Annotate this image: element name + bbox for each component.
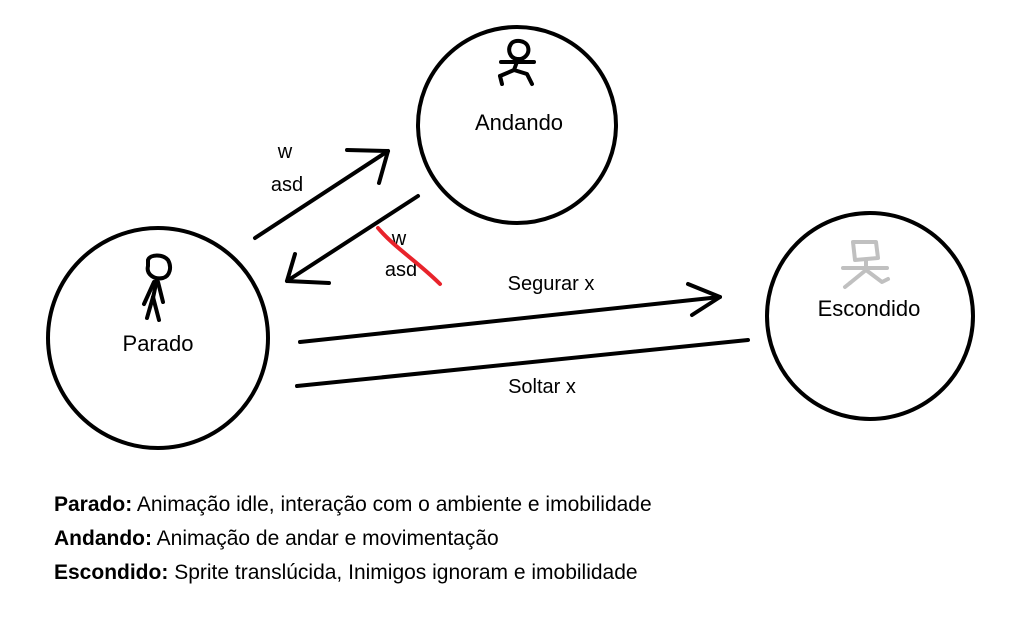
legend-term: Andando:	[54, 527, 152, 550]
running-stick-figure-icon	[500, 41, 534, 84]
legend-term: Parado:	[54, 493, 133, 516]
translucent-stick-figure-icon	[843, 242, 888, 287]
edge-label-segurar-x: Segurar x	[507, 273, 595, 295]
legend-item-escondido	[54, 556, 652, 590]
edge-label-parado-andando-w: w	[277, 141, 293, 163]
standing-stick-figure-icon	[144, 256, 170, 321]
legend-item-parado	[54, 488, 652, 522]
edge-label-parado-andando-asd: asd	[270, 174, 304, 196]
legend-description: Sprite translúcida, Inimigos ignoram e imobilidade	[174, 561, 638, 584]
legend-item-andando	[54, 522, 652, 556]
state-label-parado: Parado	[122, 331, 194, 356]
legend	[54, 488, 652, 590]
state-label-andando: Andando	[474, 110, 564, 135]
edge-label-andando-parado-w: w	[391, 228, 407, 250]
legend-term: Escondido:	[54, 561, 169, 584]
edge-label-soltar-x: Soltar x	[508, 376, 576, 398]
state-label-escondido: Escondido	[817, 296, 921, 321]
legend-description: Animação idle, interação com o ambiente e imobilidade	[136, 493, 652, 516]
edge-label-andando-parado-asd: asd	[384, 259, 418, 281]
legend-description: Animação de andar e movimentação	[156, 527, 499, 550]
